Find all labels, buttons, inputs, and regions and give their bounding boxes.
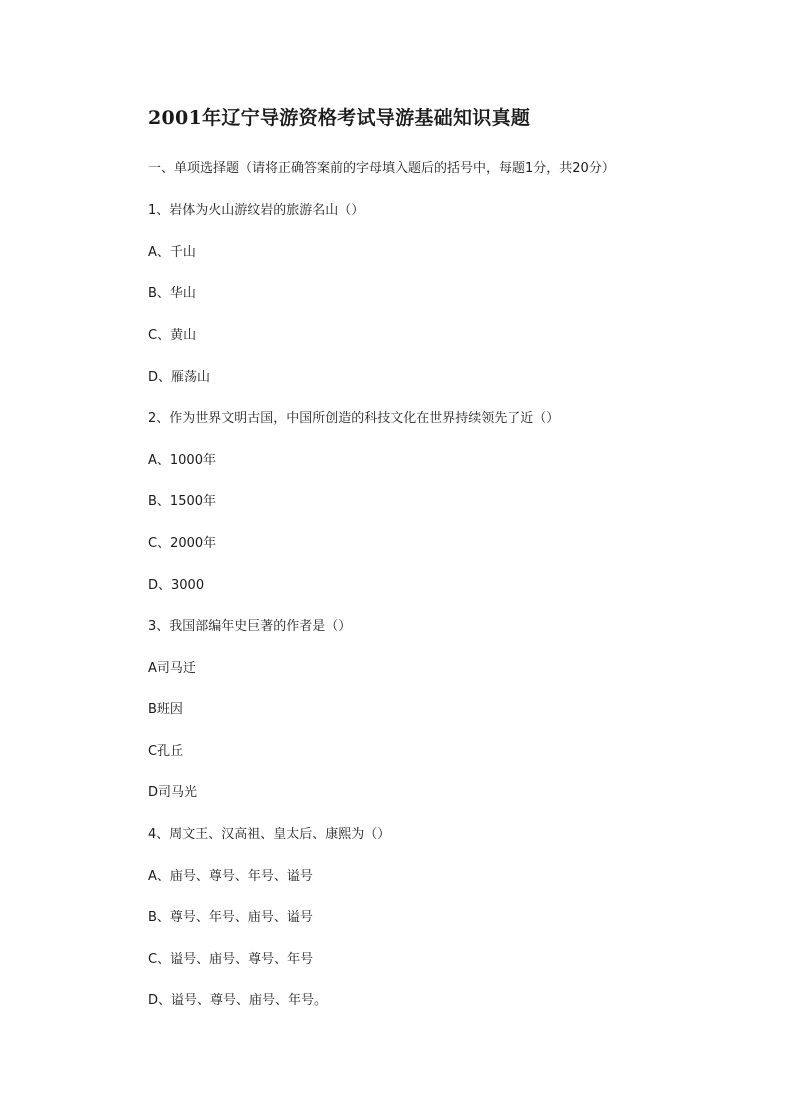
question-1-option-c: C、黄山 — [148, 328, 197, 343]
question-4-text: 4、周文王、汉高祖、皇太后、康熙为（） — [148, 827, 391, 842]
question-2-option-b: B、1500年 — [148, 494, 217, 509]
question-4-option-b: B、尊号、年号、庙号、谥号 — [148, 910, 313, 925]
question-3-option-d: D司马光 — [148, 785, 198, 800]
section-heading: 一、单项选择题（请将正确答案前的字母填入题后的括号中，每题1分，共20分） — [148, 161, 615, 176]
question-2-text: 2、作为世界文明古国，中国所创造的科技文化在世界持续领先了近（） — [148, 411, 560, 426]
question-3-option-c: C孔丘 — [148, 744, 184, 759]
question-2-option-d: D、3000 — [148, 578, 205, 593]
question-1-option-a: A、千山 — [148, 245, 196, 260]
question-3-text: 3、我国部编年史巨著的作者是（） — [148, 619, 352, 634]
question-4-option-c: C、谥号、庙号、尊号、年号 — [148, 952, 314, 967]
question-1-option-b: B、华山 — [148, 286, 196, 301]
question-1-option-d: D、雁荡山 — [148, 370, 211, 385]
question-2-option-c: C、2000年 — [148, 536, 217, 551]
question-3-option-a: A司马迁 — [148, 661, 196, 676]
question-4-option-d: D、谥号、尊号、庙号、年号。 — [148, 993, 328, 1008]
question-4-option-a: A、庙号、尊号、年号、谥号 — [148, 869, 313, 884]
document-title: 2001年辽宁导游资格考试导游基础知识真题 — [148, 107, 531, 129]
question-1-text: 1、岩体为火山游纹岩的旅游名山（） — [148, 203, 365, 218]
question-2-option-a: A、1000年 — [148, 453, 216, 468]
question-3-option-b: B班因 — [148, 702, 183, 717]
